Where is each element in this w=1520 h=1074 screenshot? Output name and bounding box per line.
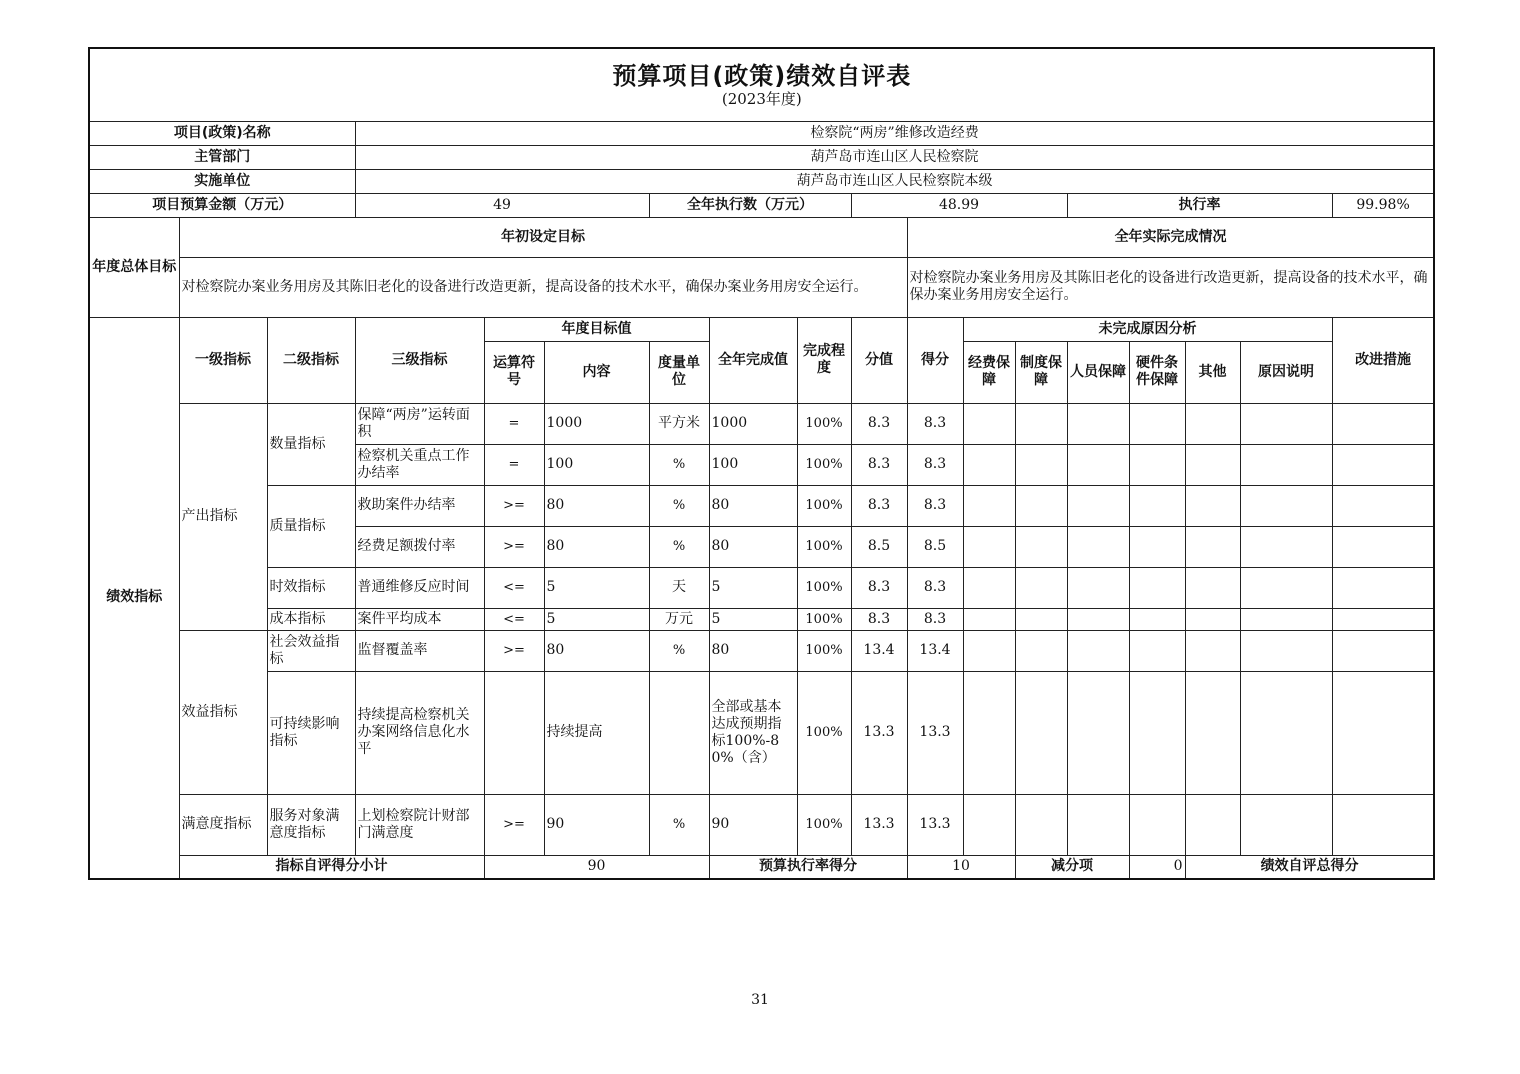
- budget-label: 项目预算金额（万元）: [89, 193, 355, 217]
- reason-staff-header: 人员保障: [1067, 341, 1129, 403]
- reason-fund-header: 经费保障: [963, 341, 1015, 403]
- content-header: 内容: [544, 341, 649, 403]
- op-cell: >=: [484, 794, 544, 855]
- reason-hardware-header: 硬件条件保障: [1129, 341, 1185, 403]
- degree-cell: 100%: [797, 794, 851, 855]
- unit-cell: %: [649, 444, 709, 485]
- l3-cell: 普通维修反应时间: [355, 567, 484, 608]
- score-cell: 8.3: [907, 567, 963, 608]
- value-header: 分值: [851, 317, 907, 403]
- improve-header: 改进措施: [1332, 317, 1434, 403]
- actual-cell: 80: [709, 630, 797, 671]
- content-cell: 5: [544, 567, 649, 608]
- group-quality: 质量指标: [267, 485, 355, 567]
- group-time: 时效指标: [267, 567, 355, 608]
- goal-label: 年度总体目标: [89, 217, 179, 317]
- goal-actual-text: 对检察院办案业务用房及其陈旧老化的设备进行改造更新，提高设备的技术水平，确保办案业务用房安全运行。: [907, 257, 1434, 317]
- unit-cell: %: [649, 526, 709, 567]
- actual-cell: 1000: [709, 403, 797, 444]
- content-cell: 80: [544, 630, 649, 671]
- table-row: [89, 671, 1434, 794]
- target-header: 年度目标值: [484, 317, 709, 341]
- unit-cell: 万元: [649, 608, 709, 630]
- degree-cell: 100%: [797, 403, 851, 444]
- actual-cell: 80: [709, 485, 797, 526]
- exec-value: 48.99: [851, 193, 1067, 217]
- deduct-value: 0: [1129, 855, 1185, 879]
- actual-cell: 5: [709, 567, 797, 608]
- content-cell: 90: [544, 794, 649, 855]
- table-row: [89, 794, 1434, 855]
- value-cell: 8.3: [851, 608, 907, 630]
- content-cell: 100: [544, 444, 649, 485]
- degree-cell: 100%: [797, 444, 851, 485]
- rate-value: 99.98%: [1332, 193, 1434, 217]
- subtotal-value: 90: [484, 855, 709, 879]
- unit-cell: 天: [649, 567, 709, 608]
- score-cell: 8.3: [907, 608, 963, 630]
- score-cell: 8.3: [907, 403, 963, 444]
- total-label: 绩效自评总得分: [1185, 855, 1434, 879]
- actual-cell: 100: [709, 444, 797, 485]
- group-satisfaction: 满意度指标: [179, 794, 267, 855]
- l3-cell: 经费足额拨付率: [355, 526, 484, 567]
- subtotal-label: 指标自评得分小计: [179, 855, 484, 879]
- page-title: 预算项目(政策)绩效自评表: [612, 61, 912, 90]
- content-cell: 1000: [544, 403, 649, 444]
- content-cell: 持续提高: [544, 671, 649, 794]
- table-row: [89, 630, 1434, 671]
- group-quantity: 数量指标: [267, 403, 355, 485]
- unit-cell: 平方米: [649, 403, 709, 444]
- l3-cell: 检察机关重点工作办结率: [355, 444, 484, 485]
- perf-label: 绩效指标: [89, 317, 179, 879]
- table-row: [89, 485, 1434, 526]
- score-cell: 13.3: [907, 794, 963, 855]
- table-row: [89, 608, 1434, 630]
- goal-set-header: 年初设定目标: [179, 217, 907, 257]
- reason-note-header: 原因说明: [1240, 341, 1332, 403]
- actual-cell: 全部或基本达成预期指标100%-80%（含）: [709, 671, 797, 794]
- title-cell: [89, 48, 1434, 121]
- dept-label: 主管部门: [89, 145, 355, 169]
- score-cell: 13.4: [907, 630, 963, 671]
- group-output: 产出指标: [179, 403, 267, 630]
- score-header: 得分: [907, 317, 963, 403]
- op-cell: >=: [484, 485, 544, 526]
- score-cell: 13.3: [907, 671, 963, 794]
- page-year: (2023年度): [721, 89, 802, 108]
- actual-cell: 90: [709, 794, 797, 855]
- degree-cell: 100%: [797, 608, 851, 630]
- project-name-value: 检察院“两房”维修改造经费: [355, 121, 1434, 145]
- value-cell: 8.3: [851, 403, 907, 444]
- budget-value: 49: [355, 193, 649, 217]
- l3-cell: 持续提高检察机关办案网络信息化水平: [355, 671, 484, 794]
- deduct-label: 减分项: [1015, 855, 1129, 879]
- reason-header: 未完成原因分析: [963, 317, 1332, 341]
- l3-cell: 救助案件办结率: [355, 485, 484, 526]
- value-cell: 13.3: [851, 671, 907, 794]
- l3-cell: 监督覆盖率: [355, 630, 484, 671]
- goal-set-text: 对检察院办案业务用房及其陈旧老化的设备进行改造更新，提高设备的技术水平，确保办案业务用房安全运行。: [179, 257, 907, 317]
- content-cell: 80: [544, 485, 649, 526]
- l2-header: 二级指标: [267, 317, 355, 403]
- value-cell: 13.3: [851, 794, 907, 855]
- op-cell: =: [484, 403, 544, 444]
- op-cell: <=: [484, 567, 544, 608]
- value-cell: 8.3: [851, 485, 907, 526]
- goal-actual-header: 全年实际完成情况: [907, 217, 1434, 257]
- unit-label: 实施单位: [89, 169, 355, 193]
- score-cell: 8.3: [907, 444, 963, 485]
- table-row: [89, 567, 1434, 608]
- l3-header: 三级指标: [355, 317, 484, 403]
- degree-cell: 100%: [797, 485, 851, 526]
- l3-cell: 保障“两房”运转面积: [355, 403, 484, 444]
- group-social: 社会效益指标: [267, 630, 355, 671]
- op-header: 运算符号: [484, 341, 544, 403]
- op-cell: >=: [484, 630, 544, 671]
- degree-cell: 100%: [797, 526, 851, 567]
- value-cell: 13.4: [851, 630, 907, 671]
- content-cell: 5: [544, 608, 649, 630]
- page-number: 31: [751, 992, 769, 1008]
- unit-value: 葫芦岛市连山区人民检察院本级: [355, 169, 1434, 193]
- table-row: [89, 403, 1434, 444]
- unit-cell: [649, 671, 709, 794]
- l1-header: 一级指标: [179, 317, 267, 403]
- unit-cell: %: [649, 794, 709, 855]
- content-cell: 80: [544, 526, 649, 567]
- unit-header: 度量单位: [649, 341, 709, 403]
- value-cell: 8.3: [851, 567, 907, 608]
- project-name-label: 项目(政策)名称: [89, 121, 355, 145]
- op-cell: =: [484, 444, 544, 485]
- group-service: 服务对象满意度指标: [267, 794, 355, 855]
- exec-label: 全年执行数（万元）: [649, 193, 851, 217]
- l3-cell: 案件平均成本: [355, 608, 484, 630]
- actual-cell: 5: [709, 608, 797, 630]
- actual-header: 全年完成值: [709, 317, 797, 403]
- evaluation-sheet: [88, 47, 1433, 880]
- evaluation-table: [88, 47, 1435, 880]
- degree-header: 完成程度: [797, 317, 851, 403]
- reason-policy-header: 制度保障: [1015, 341, 1067, 403]
- reason-other-header: 其他: [1185, 341, 1240, 403]
- op-cell: >=: [484, 526, 544, 567]
- degree-cell: 100%: [797, 630, 851, 671]
- budget-score-value: 10: [907, 855, 1015, 879]
- degree-cell: 100%: [797, 671, 851, 794]
- budget-score-label: 预算执行率得分: [709, 855, 907, 879]
- unit-cell: %: [649, 630, 709, 671]
- group-sustain: 可持续影响指标: [267, 671, 355, 794]
- score-cell: 8.3: [907, 485, 963, 526]
- score-cell: 8.5: [907, 526, 963, 567]
- group-cost: 成本指标: [267, 608, 355, 630]
- op-cell: [484, 671, 544, 794]
- op-cell: <=: [484, 608, 544, 630]
- value-cell: 8.5: [851, 526, 907, 567]
- rate-label: 执行率: [1067, 193, 1332, 217]
- l3-cell: 上划检察院计财部门满意度: [355, 794, 484, 855]
- degree-cell: 100%: [797, 567, 851, 608]
- dept-value: 葫芦岛市连山区人民检察院: [355, 145, 1434, 169]
- actual-cell: 80: [709, 526, 797, 567]
- unit-cell: %: [649, 485, 709, 526]
- group-benefit: 效益指标: [179, 630, 267, 794]
- value-cell: 8.3: [851, 444, 907, 485]
